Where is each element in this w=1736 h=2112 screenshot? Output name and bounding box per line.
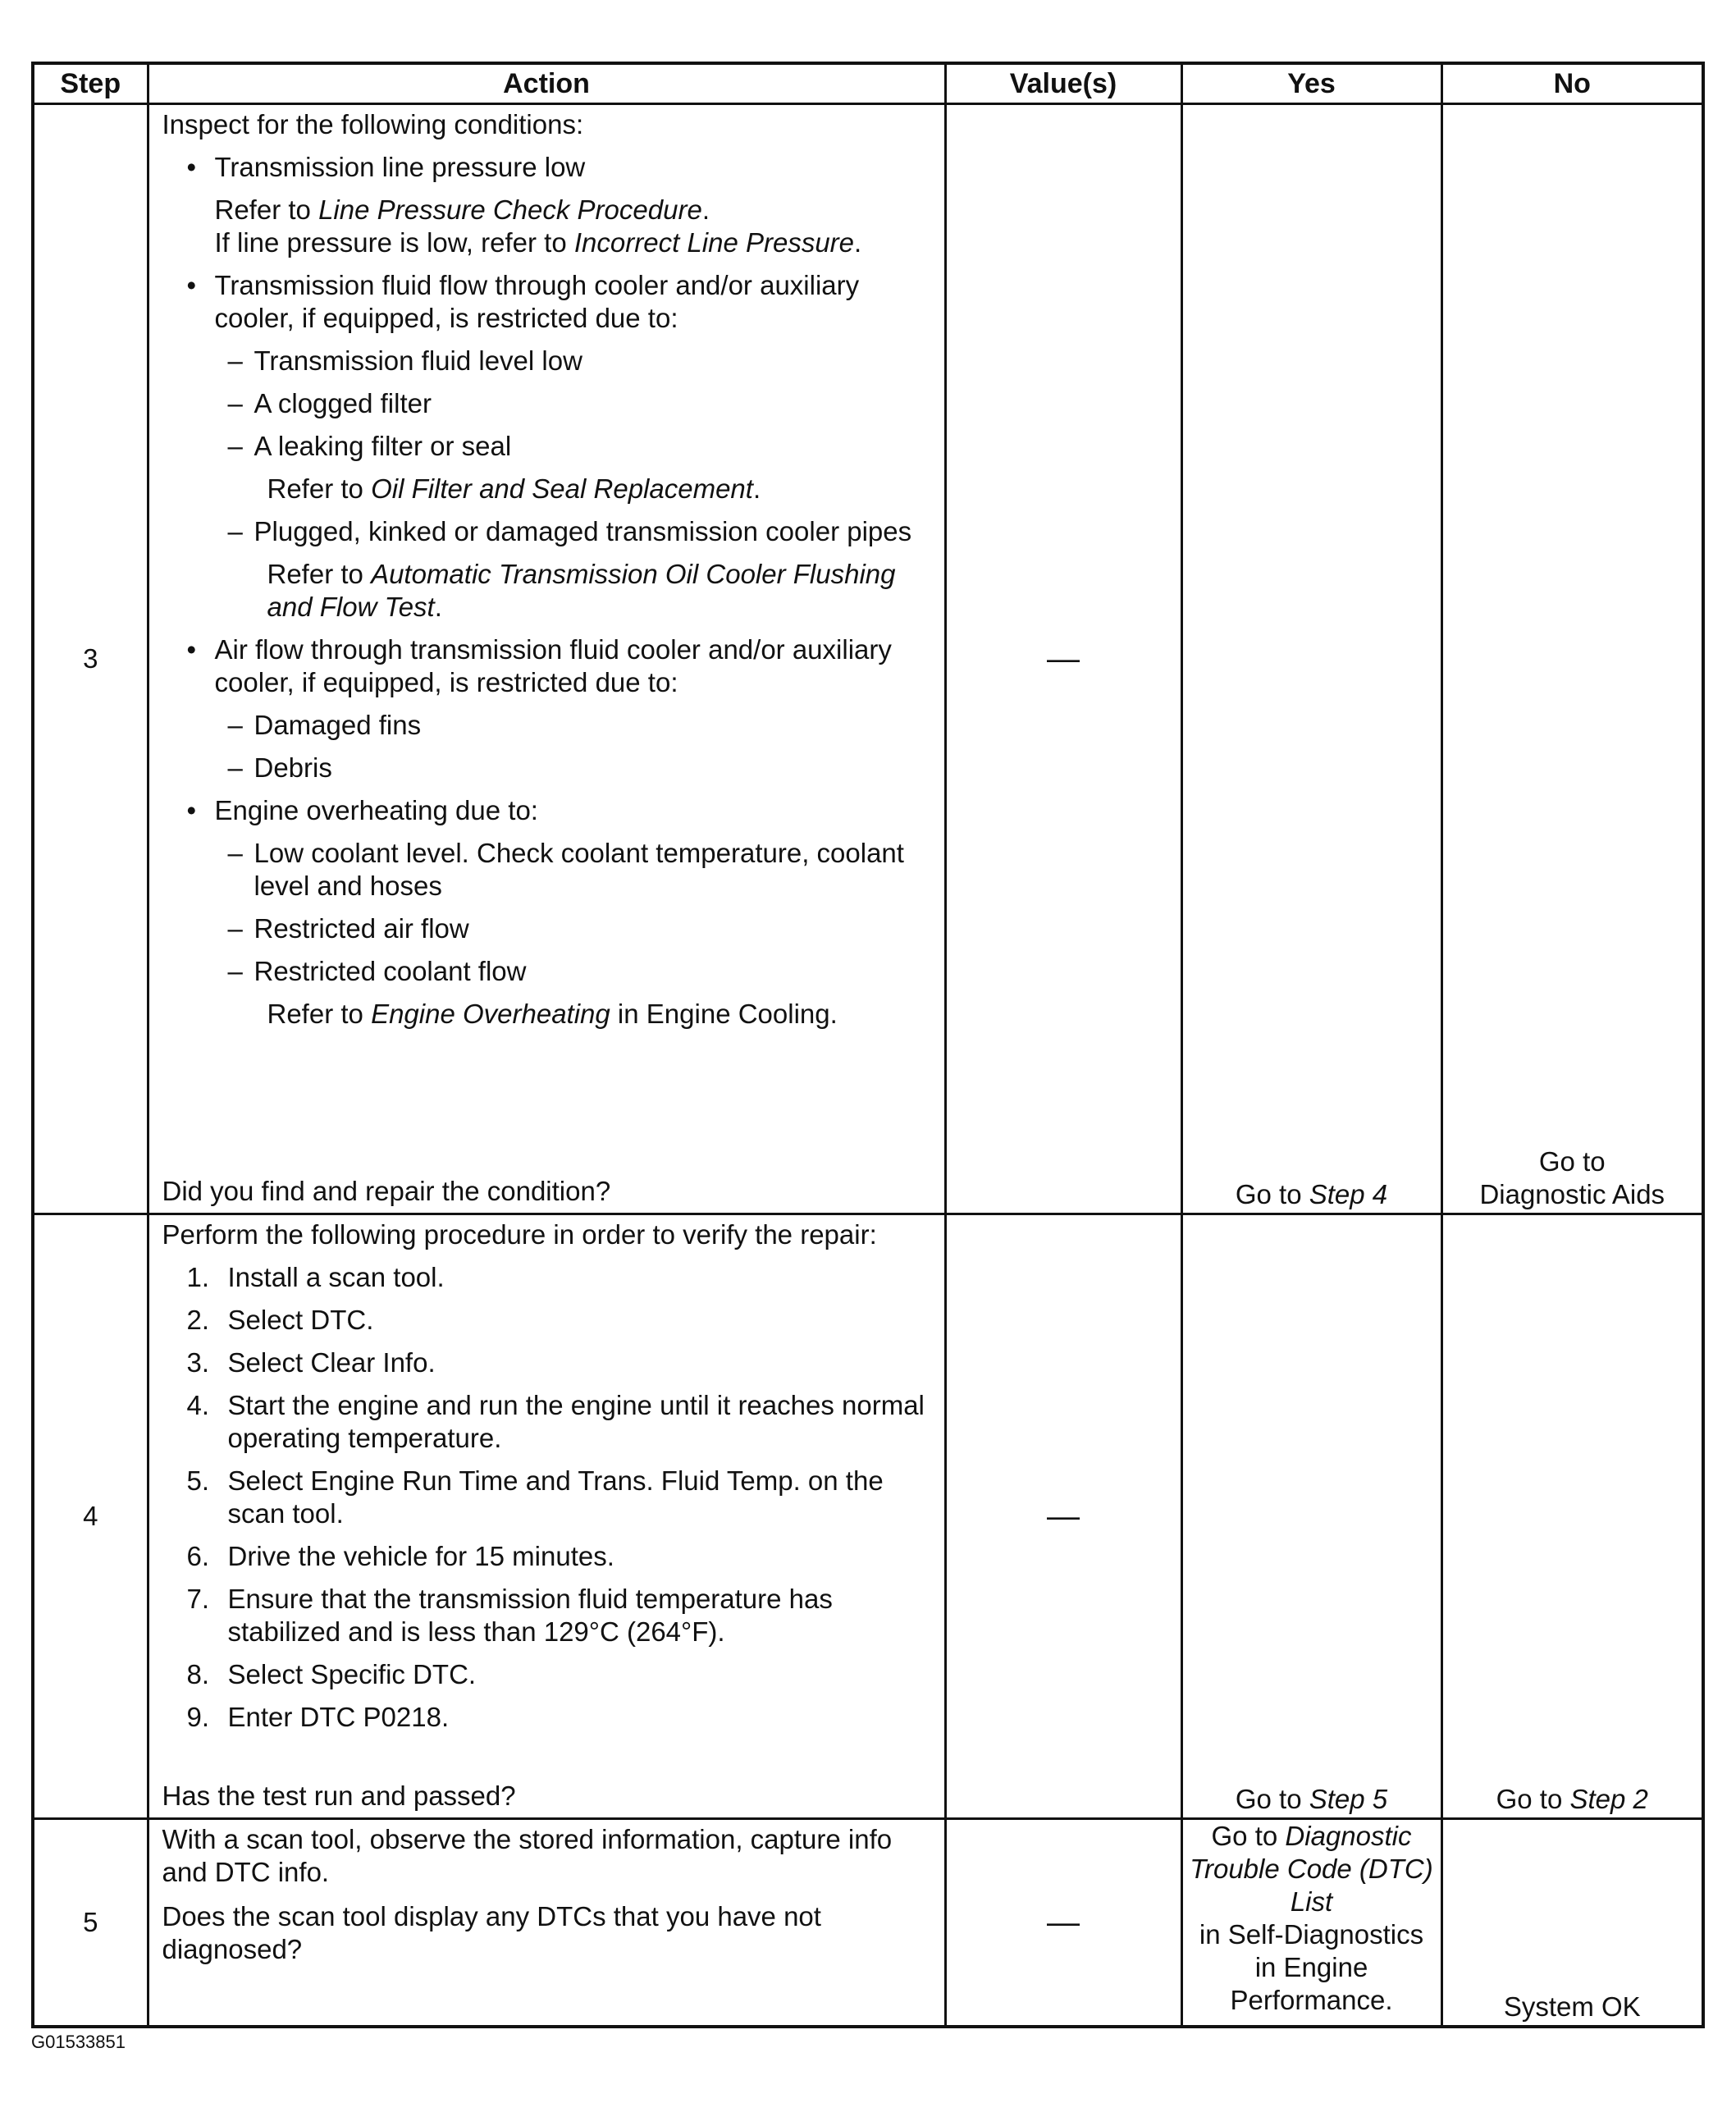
procedure-step: 8. Select Specific DTC. [186, 1659, 477, 1689]
no-cell: Go to Diagnostic Aids [1441, 104, 1703, 1214]
table-row-step-5 [33, 1819, 1703, 2027]
step-link[interactable]: Step 4 [1309, 1179, 1388, 1209]
dtc-list-link[interactable]: Diagnostic Trouble Code (DTC) List [1190, 1821, 1433, 1917]
reference-link[interactable]: Line Pressure Check Procedure [318, 194, 702, 225]
reference-text: Refer to Engine Overheating in Engine Cooling. [267, 999, 838, 1029]
reference-link[interactable]: Oil Filter and Seal Replacement [371, 473, 753, 504]
action-question: Did you find and repair the condition? [162, 1176, 611, 1206]
reference-link[interactable]: Incorrect Line Pressure [573, 227, 855, 258]
bullet-item: • Transmission fluid flow through cooler and/or auxiliary cooler, if equipped, is restricted due to: [162, 269, 936, 335]
sub-item: – Debris [162, 752, 936, 784]
sub-item: – A clogged filter [162, 387, 936, 420]
action-intro: Perform the following procedure in order to verify the repair: [162, 1219, 877, 1250]
yes-cell: Go to Diagnostic Trouble Code (DTC) List in Self-Diagnostics in Engine Performance. [1181, 1819, 1441, 2027]
header-row [33, 63, 1703, 104]
diagnostic-table [31, 62, 1705, 2028]
step-link[interactable]: Step 2 [1569, 1784, 1648, 1814]
reference-link[interactable]: Automatic Transmission Oil Cooler Flushing and Flow Test [267, 559, 896, 622]
sub-item: – Restricted coolant flow [162, 955, 936, 988]
procedure-step: 6. Drive the vehicle for 15 minutes. [186, 1541, 614, 1571]
step-number: 3 [33, 104, 148, 1214]
yes-cell: Go to Step 4 [1181, 104, 1441, 1214]
sub-item: – A leaking filter or seal [162, 430, 936, 463]
action-cell [148, 1819, 945, 2027]
procedure-step: 1. Install a scan tool. [186, 1262, 445, 1292]
action-question: Does the scan tool display any DTCs that you have not diagnosed? [162, 1901, 821, 1964]
header-action: Action [148, 63, 945, 104]
header-step: Step [33, 63, 148, 104]
no-cell: System OK [1441, 1819, 1703, 2027]
diagnostic-aids-link[interactable]: Diagnostic Aids [1479, 1179, 1665, 1209]
action-intro: With a scan tool, observe the stored information, capture info and DTC info. [162, 1824, 893, 1887]
yes-cell: Go to Step 5 [1181, 1214, 1441, 1819]
bullet-item: • Air flow through transmission fluid cooler and/or auxiliary cooler, if equipped, is restricted due to: [162, 633, 936, 699]
reference-text: Refer to Oil Filter and Seal Replacement. [267, 473, 761, 504]
table-row-step-4 [33, 1214, 1703, 1819]
figure-id: G01533851 [31, 2032, 126, 2052]
reference-text: Refer to Automatic Transmission Oil Cooler Flushing and Flow Test. [267, 559, 896, 622]
sub-item: – Low coolant level. Check coolant temperature, coolant level and hoses [162, 837, 936, 903]
action-intro: Inspect for the following conditions: [162, 109, 584, 139]
procedure-step: 7. Ensure that the transmission fluid temperature has stabilized and is less than 129°C (264°F). [186, 1584, 833, 1647]
header-values: Value(s) [945, 63, 1181, 104]
procedure-step: 5. Select Engine Run Time and Trans. Fluid Temp. on the scan tool. [186, 1465, 884, 1529]
action-question: Has the test run and passed? [162, 1781, 516, 1811]
step-link[interactable]: Step 5 [1309, 1784, 1388, 1814]
sub-item: – Transmission fluid level low [162, 345, 936, 377]
sub-item: – Damaged fins [162, 709, 936, 742]
reference-link[interactable]: Engine Overheating [371, 999, 610, 1029]
sub-item: – Restricted air flow [162, 912, 936, 945]
action-cell [148, 104, 945, 1214]
header-no: No [1441, 63, 1703, 104]
sub-item: – Plugged, kinked or damaged transmission cooler pipes [162, 515, 936, 548]
procedure-step: 4. Start the engine and run the engine until it reaches normal operating temperature. [186, 1390, 925, 1453]
step-number: 5 [33, 1819, 148, 2027]
value-cell: — [945, 1214, 1181, 1819]
bullet-item: • Transmission line pressure low [162, 151, 936, 184]
table-row-step-3 [33, 104, 1703, 1214]
procedure-step: 3. Select Clear Info. [186, 1347, 436, 1378]
no-cell: Go to Step 2 [1441, 1214, 1703, 1819]
procedure-step: 9. Enter DTC P0218. [186, 1702, 450, 1732]
value-cell: — [945, 1819, 1181, 2027]
value-cell: — [945, 104, 1181, 1214]
header-yes: Yes [1181, 63, 1441, 104]
action-cell [148, 1214, 945, 1819]
reference-text: Refer to Line Pressure Check Procedure. If line pressure is low, refer to Incorrect Line Pressure. [214, 194, 862, 258]
bullet-item: • Engine overheating due to: [162, 794, 936, 827]
step-number: 4 [33, 1214, 148, 1819]
procedure-step: 2. Select DTC. [186, 1305, 374, 1335]
